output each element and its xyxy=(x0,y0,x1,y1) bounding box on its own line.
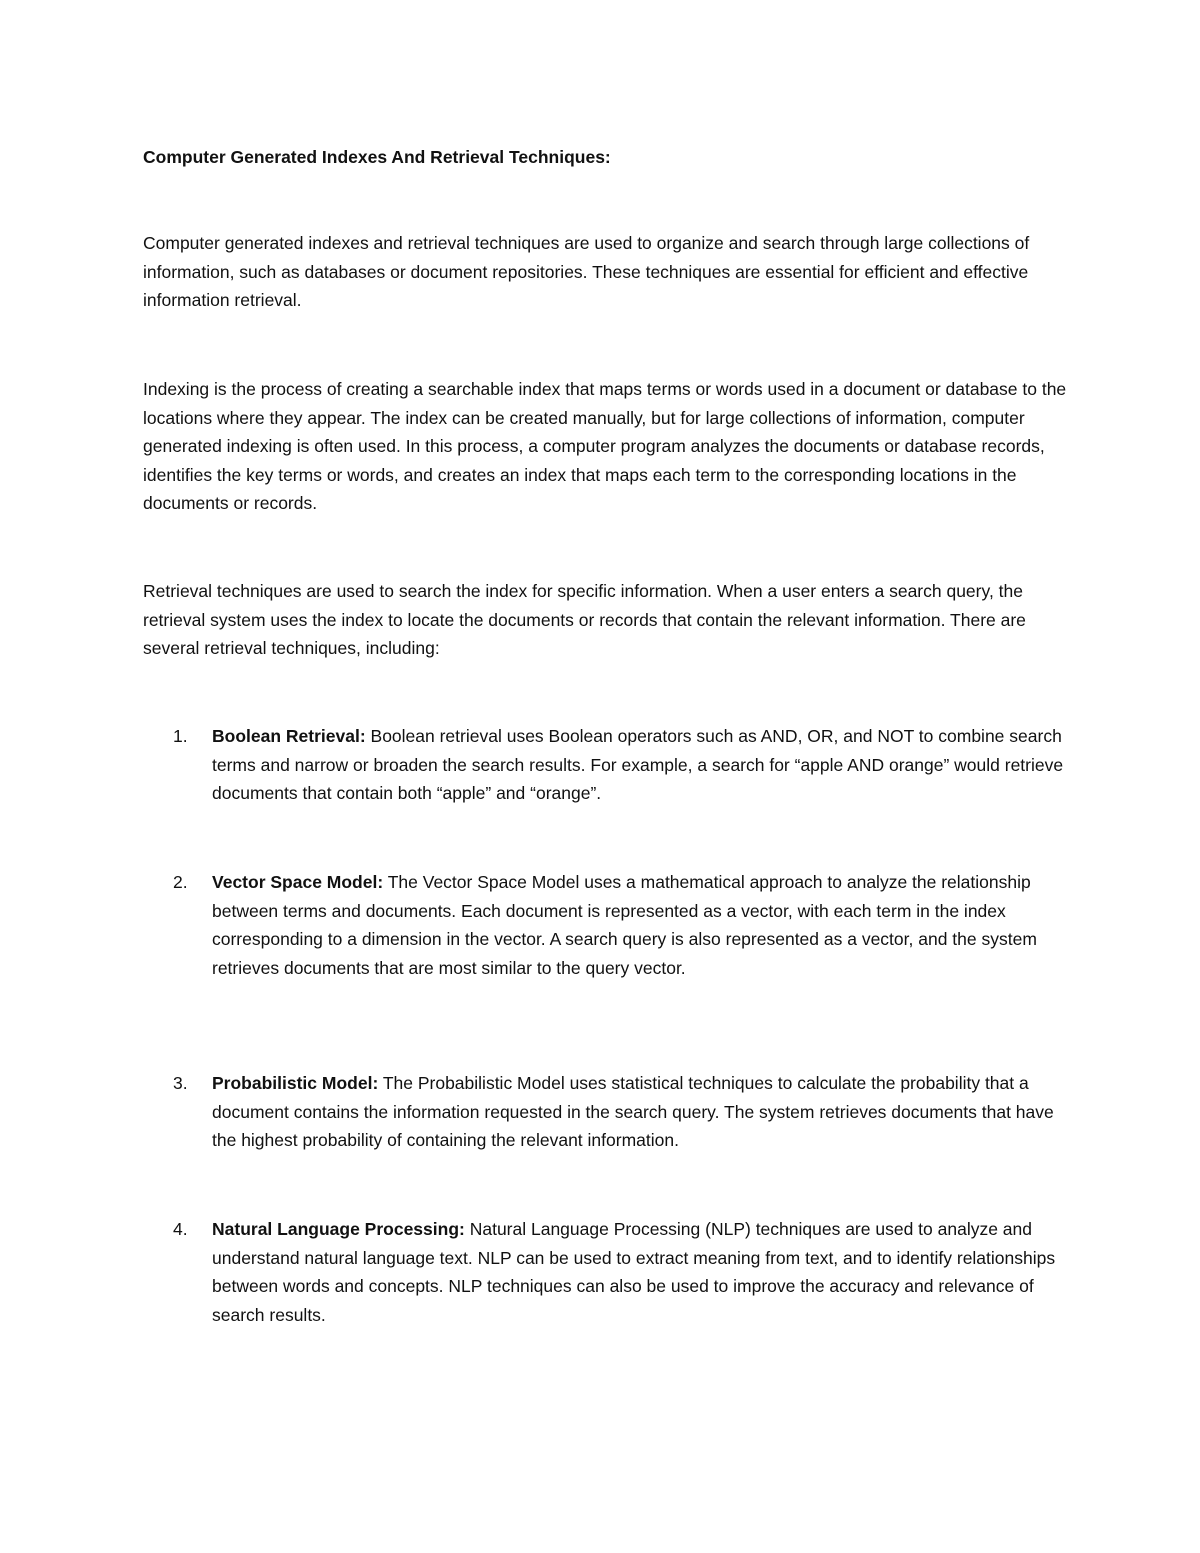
list-item-number: 2. xyxy=(173,872,188,892)
list-item-text: The Vector Space Model uses a mathematical approach to analyze the relationship between terms and documents. Each document is represented as a vector, with each term in the index corresponding to a dimension in the vector. A search query is also represented as a vector, and the system retrieves documents that are most similar to the query vector. xyxy=(212,872,1037,978)
list-item-term: Boolean Retrieval: xyxy=(212,726,366,746)
list-item-text: Boolean retrieval uses Boolean operators such as AND, OR, and NOT to combine search terms and narrow or broaden the search results. For example, a search for “apple AND orange” would retrieve documents that contain both “apple” and “orange”. xyxy=(212,726,1064,804)
paragraph-retrieval: Retrieval techniques are used to search the index for specific information. When a user enters a search query, the retrieval system uses the index to locate the documents or records that contain the relevant information. There are several retrieval techniques, including: xyxy=(143,581,1026,659)
list-item-number: 3. xyxy=(173,1073,188,1093)
list-item-body xyxy=(212,1069,1072,1155)
list-item-number: 4. xyxy=(173,1219,188,1239)
list-item-number: 1. xyxy=(173,726,188,746)
paragraph-indexing: Indexing is the process of creating a searchable index that maps terms or words used in a document or database to the locations where they appear. The index can be created manually, but for large collections of information, computer generated indexing is often used. In this process, a computer program analyzes the documents or database records, identifies the key terms or words, and creates an index that maps each term to the corresponding locations in the documents or records. xyxy=(143,379,1067,514)
list-item-boolean-retrieval xyxy=(143,722,1073,808)
list-item-term: Probabilistic Model: xyxy=(212,1073,379,1093)
list-item-probabilistic-model xyxy=(143,1069,1073,1155)
list-item-body xyxy=(212,1215,1072,1329)
list-item-vector-space-model xyxy=(143,868,1073,982)
document-title: Computer Generated Indexes And Retrieval Techniques: xyxy=(143,147,611,167)
list-item-term: Vector Space Model: xyxy=(212,872,384,892)
paragraph-intro: Computer generated indexes and retrieval techniques are used to organize and search through large collections of information, such as databases or document repositories. These techniques are essential for efficient and effective information retrieval. xyxy=(143,233,1030,311)
list-item-body xyxy=(212,868,1072,982)
list-item-body xyxy=(212,722,1072,808)
list-item-text: Natural Language Processing (NLP) techniques are used to analyze and understand natural language text. NLP can be used to extract meaning from text, and to identify relationships between words and concepts. NLP techniques can also be used to improve the accuracy and relevance of search results. xyxy=(212,1219,1056,1325)
list-item-term: Natural Language Processing: xyxy=(212,1219,465,1239)
list-item-natural-language-processing xyxy=(143,1215,1073,1329)
list-item-text: The Probabilistic Model uses statistical techniques to calculate the probability that a document contains the information requested in the search query. The system retrieves documents that have the highest probability of containing the relevant information. xyxy=(212,1073,1054,1151)
